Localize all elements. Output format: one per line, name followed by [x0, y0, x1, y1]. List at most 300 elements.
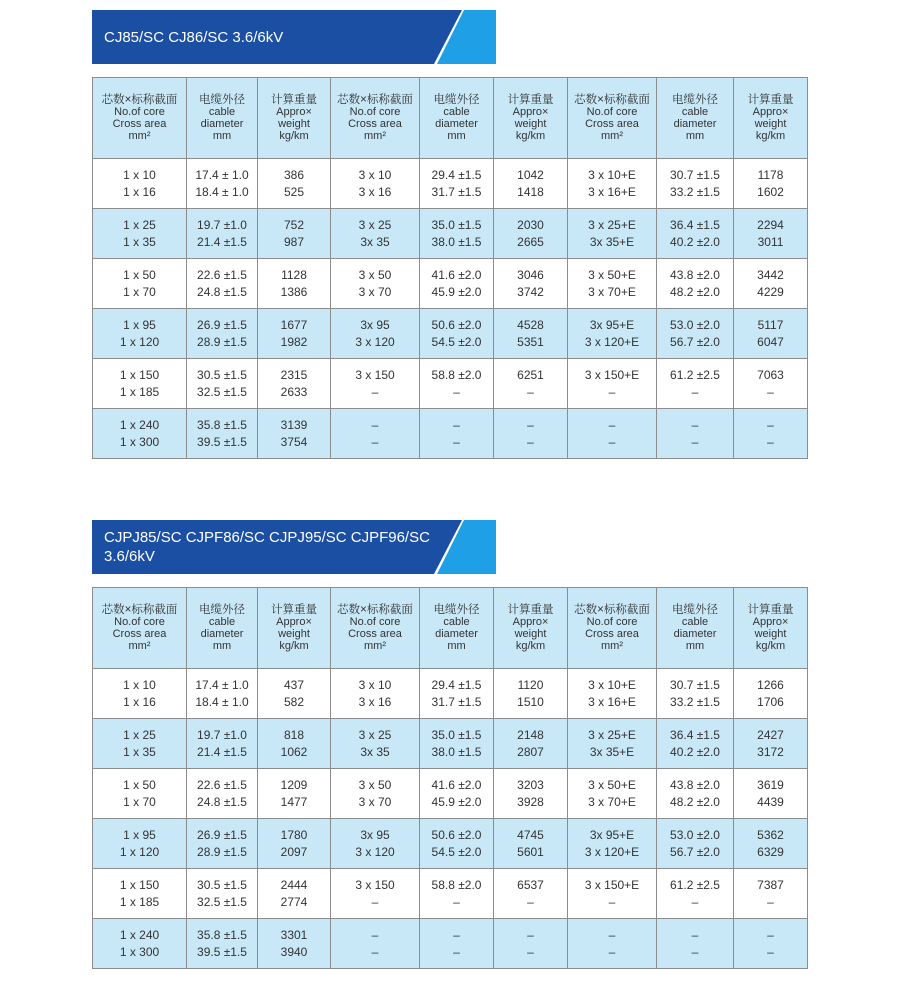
cell-value: 56.7 ±2.0: [670, 334, 720, 349]
header-en: diameter: [673, 628, 717, 640]
cell-value: 48.2 ±2.0: [670, 284, 720, 299]
cell-value: 3742: [517, 284, 544, 299]
header-en: Appro×: [512, 106, 549, 118]
header-en: cable: [208, 616, 236, 628]
cell-value: 5362: [757, 827, 784, 842]
cell-value: 1178: [757, 167, 784, 182]
cell-value: 1266: [757, 677, 784, 692]
table-cell: [258, 409, 331, 459]
header-cell: [420, 78, 494, 159]
header-en: Appro×: [276, 106, 312, 118]
cell-value: 1042: [517, 167, 544, 182]
table-cell: [568, 409, 657, 459]
section-cj85: [92, 10, 807, 459]
header-cn: 芯数×标称截面: [574, 604, 650, 616]
cell-value: 1 x 185: [119, 894, 160, 909]
header-cell: [187, 78, 258, 159]
table-cell: [568, 869, 657, 919]
cell-value: 7387: [757, 877, 784, 892]
header-cell: [420, 588, 494, 669]
header-cn: 电缆外径: [199, 94, 245, 106]
table-cell: [187, 159, 258, 209]
table-row: [93, 159, 808, 209]
header-en: diameter: [200, 118, 244, 130]
cell-value: 45.9 ±2.0: [431, 794, 482, 809]
header-en: Cross area: [348, 628, 402, 640]
header-en: cable: [208, 106, 236, 118]
cell-value: 2444: [280, 877, 308, 892]
cell-value: 3 x 50+E: [588, 777, 636, 792]
table-cell: [331, 359, 420, 409]
header-cn: 计算重量: [747, 94, 794, 106]
table-cell: [93, 719, 187, 769]
cell-value: 3 x 150: [355, 877, 395, 892]
cell-value: 3x 95: [360, 317, 390, 332]
table-cell: [734, 159, 808, 209]
table-cell: [258, 869, 331, 919]
cell-value: 45.9 ±2.0: [431, 284, 482, 299]
table-cell: [331, 819, 420, 869]
cell-value: 17.4 ± 1.0: [195, 167, 249, 182]
cell-value: 28.9 ±1.5: [197, 844, 247, 859]
cell-value: 3x 35: [360, 744, 390, 759]
cell-value: 56.7 ±2.0: [670, 844, 720, 859]
cell-value: –: [527, 927, 534, 942]
header-cell: [657, 588, 734, 669]
cell-value: 3754: [280, 434, 308, 449]
cell-value: –: [371, 434, 379, 449]
table-title: CJ85/SC CJ86/SC 3.6/6kV: [104, 28, 284, 46]
cell-value: –: [453, 894, 460, 909]
cell-value: 2807: [517, 744, 544, 759]
cell-value: 1 x 95: [123, 827, 156, 842]
cell-value: 3 x 120+E: [584, 844, 640, 859]
cell-value: –: [371, 944, 379, 959]
header-en: mm²: [601, 130, 623, 142]
cell-value: 3 x 16+E: [588, 184, 636, 199]
cell-value: 3x 35: [360, 234, 390, 249]
header-en: weight: [278, 118, 310, 130]
header-en: mm²: [128, 640, 151, 652]
header-en: cable: [681, 616, 709, 628]
table-cell: [331, 409, 420, 459]
cell-value: 2030: [517, 217, 544, 232]
cell-value: 2774: [280, 894, 308, 909]
table-cell: [494, 359, 568, 409]
cell-value: 1 x 150: [119, 367, 160, 382]
table-cell: [187, 819, 258, 869]
table-cell: [568, 309, 657, 359]
cell-value: –: [527, 894, 534, 909]
table-cell: [494, 669, 568, 719]
header-cell: [657, 78, 734, 159]
table-cell: [657, 209, 734, 259]
cell-value: 1982: [280, 334, 308, 349]
cell-value: 2148: [517, 727, 544, 742]
cell-value: 39.5 ±1.5: [197, 944, 247, 959]
table-cell: [734, 919, 808, 969]
cell-value: 3x 95+E: [589, 827, 635, 842]
header-cell: [187, 588, 258, 669]
cell-value: 3 x 50: [358, 777, 392, 792]
cell-value: 3 x 25+E: [588, 727, 636, 742]
table-cell: [568, 769, 657, 819]
table-row: [93, 669, 808, 719]
header-en: mm²: [601, 640, 623, 652]
cell-value: –: [453, 944, 460, 959]
cell-value: –: [527, 434, 534, 449]
table-cell: [187, 869, 258, 919]
table-row: [93, 769, 808, 819]
header-cell: [93, 588, 187, 669]
table-cell: [734, 259, 808, 309]
cell-value: –: [371, 927, 379, 942]
cell-value: 21.4 ±1.5: [197, 744, 247, 759]
table-cell: [258, 159, 331, 209]
cell-value: 1062: [280, 744, 308, 759]
cell-value: 1 x 16: [123, 694, 156, 709]
header-cell: [494, 78, 568, 159]
table-cell: [331, 919, 420, 969]
header-en: No.of core: [114, 616, 165, 628]
cell-value: 29.4 ±1.5: [431, 677, 482, 692]
cell-value: 6251: [517, 367, 544, 382]
cell-value: 987: [283, 234, 305, 249]
cell-value: 525: [283, 184, 305, 199]
cell-value: 3 x 70: [358, 794, 392, 809]
cell-value: –: [453, 384, 460, 399]
cell-value: 3 x 25: [358, 727, 392, 742]
header-en: kg/km: [279, 130, 309, 142]
table-cell: [331, 259, 420, 309]
header-cn: 电缆外径: [433, 604, 480, 616]
spec-table: [92, 587, 808, 969]
cell-value: 32.5 ±1.5: [197, 384, 247, 399]
table-cell: [331, 719, 420, 769]
table-cell: [657, 869, 734, 919]
header-cn: 芯数×标称截面: [101, 604, 178, 616]
table-cell: [93, 259, 187, 309]
header-en: cable: [443, 616, 470, 628]
table-cell: [93, 819, 187, 869]
cell-value: 1 x 300: [119, 434, 160, 449]
cell-value: 19.7 ±1.0: [197, 217, 247, 232]
cell-value: 28.9 ±1.5: [197, 334, 247, 349]
cell-value: –: [453, 927, 460, 942]
header-en: kg/km: [515, 130, 546, 142]
header-en: kg/km: [279, 640, 309, 652]
table-cell: [494, 719, 568, 769]
table-cell: [93, 669, 187, 719]
table-row: [93, 919, 808, 969]
cell-value: 18.4 ± 1.0: [195, 184, 249, 199]
cell-value: 1706: [757, 694, 784, 709]
header-cell: [331, 588, 420, 669]
cell-value: 437: [283, 677, 305, 692]
header-en: mm: [212, 130, 232, 142]
cell-value: –: [691, 894, 699, 909]
section-cjpj85: [92, 520, 807, 969]
cell-value: 31.7 ±1.5: [431, 694, 482, 709]
cell-value: 3x 95: [360, 827, 390, 842]
cell-value: –: [608, 894, 616, 909]
cell-value: –: [767, 434, 774, 449]
header-cell: [734, 588, 808, 669]
cell-value: 4528: [517, 317, 544, 332]
cell-value: 5117: [757, 317, 784, 332]
header-cn: 芯数×标称截面: [574, 94, 650, 106]
table-cell: [494, 159, 568, 209]
header-cn: 计算重量: [507, 604, 554, 616]
header-en: weight: [514, 628, 547, 640]
cell-value: 6047: [757, 334, 784, 349]
cell-value: 3 x 50: [358, 267, 392, 282]
table-cell: [420, 669, 494, 719]
cell-value: –: [767, 944, 774, 959]
table-header: [93, 78, 808, 159]
cell-value: 1418: [517, 184, 544, 199]
header-cn: 芯数×标称截面: [101, 94, 178, 106]
cell-value: 3 x 70: [358, 284, 392, 299]
header-en: Cross area: [348, 118, 402, 130]
header-en: Cross area: [585, 628, 639, 640]
cell-value: 1780: [280, 827, 308, 842]
cell-value: 50.6 ±2.0: [431, 827, 482, 842]
cell-value: 41.6 ±2.0: [431, 267, 482, 282]
header-en: weight: [754, 118, 787, 130]
header-en: Appro×: [752, 106, 789, 118]
cell-value: 26.9 ±1.5: [197, 827, 247, 842]
table-cell: [568, 209, 657, 259]
cell-value: 1 x 50: [123, 267, 156, 282]
cell-value: 26.9 ±1.5: [197, 317, 247, 332]
cell-value: –: [767, 417, 774, 432]
table-cell: [331, 309, 420, 359]
cell-value: 35.8 ±1.5: [197, 417, 247, 432]
table-cell: [494, 259, 568, 309]
cell-value: 582: [283, 694, 305, 709]
table-cell: [420, 919, 494, 969]
header-cell: [568, 78, 657, 159]
cell-value: 30.5 ±1.5: [197, 877, 247, 892]
cell-value: 22.6 ±1.5: [197, 267, 247, 282]
table-cell: [657, 309, 734, 359]
cell-value: 50.6 ±2.0: [431, 317, 482, 332]
cell-value: 30.5 ±1.5: [197, 367, 247, 382]
cell-value: –: [691, 384, 699, 399]
cell-value: 1 x 25: [123, 217, 156, 232]
cell-value: 1 x 10: [123, 677, 156, 692]
table-cell: [734, 719, 808, 769]
cell-value: 5601: [517, 844, 544, 859]
cell-value: –: [767, 927, 774, 942]
table-row: [93, 409, 808, 459]
cell-value: 53.0 ±2.0: [670, 317, 720, 332]
cell-value: 3x 35+E: [589, 744, 635, 759]
header-cn: 电缆外径: [672, 94, 718, 106]
header-cn: 计算重量: [747, 604, 794, 616]
table-cell: [331, 159, 420, 209]
cell-value: 35.8 ±1.5: [197, 927, 247, 942]
cell-value: 36.4 ±1.5: [670, 217, 720, 232]
cell-value: 1 x 95: [123, 317, 156, 332]
cell-value: 43.8 ±2.0: [670, 267, 720, 282]
header-cell: [494, 588, 568, 669]
cell-value: 19.7 ±1.0: [197, 727, 247, 742]
cell-value: 1120: [517, 677, 544, 692]
header-en: mm²: [128, 130, 151, 142]
cell-value: 58.8 ±2.0: [431, 367, 482, 382]
table-cell: [420, 869, 494, 919]
header-en: mm: [447, 640, 466, 652]
header-cn: 计算重量: [271, 94, 317, 106]
cell-value: –: [453, 434, 460, 449]
cell-value: 4745: [517, 827, 544, 842]
cell-value: 5351: [517, 334, 544, 349]
cell-value: 3x 95+E: [589, 317, 635, 332]
header-en: Appro×: [752, 616, 789, 628]
cell-value: 40.2 ±2.0: [670, 744, 720, 759]
table-cell: [657, 919, 734, 969]
cell-value: 1 x 50: [123, 777, 156, 792]
cell-value: 3 x 150+E: [584, 877, 640, 892]
cell-value: 61.2 ±2.5: [670, 877, 720, 892]
table-body: [93, 159, 808, 459]
table-cell: [331, 209, 420, 259]
cell-value: 3940: [280, 944, 308, 959]
cell-value: –: [453, 417, 460, 432]
table-cell: [258, 209, 331, 259]
cell-value: 3 x 10: [358, 677, 392, 692]
table-cell: [568, 919, 657, 969]
header-en: cable: [681, 106, 709, 118]
cell-value: 3 x 120+E: [584, 334, 640, 349]
cell-value: –: [371, 894, 379, 909]
cell-value: 17.4 ± 1.0: [195, 677, 249, 692]
cell-value: 2315: [280, 367, 308, 382]
cell-value: 4439: [757, 794, 784, 809]
table-cell: [734, 359, 808, 409]
table-cell: [93, 869, 187, 919]
cell-value: 61.2 ±2.5: [670, 367, 720, 382]
cell-value: 36.4 ±1.5: [670, 727, 720, 742]
header-en: mm²: [364, 130, 386, 142]
cell-value: 41.6 ±2.0: [431, 777, 482, 792]
cell-value: 2665: [517, 234, 544, 249]
table-cell: [734, 309, 808, 359]
cell-value: 7063: [757, 367, 784, 382]
cell-value: 1602: [757, 184, 784, 199]
cell-value: 3928: [517, 794, 544, 809]
cell-value: 2427: [757, 727, 784, 742]
table-cell: [187, 919, 258, 969]
cell-value: –: [371, 384, 379, 399]
cell-value: 3301: [280, 927, 308, 942]
cell-value: 35.0 ±1.5: [431, 727, 482, 742]
table-cell: [494, 209, 568, 259]
cell-value: 1677: [280, 317, 308, 332]
cell-value: 30.7 ±1.5: [670, 167, 720, 182]
cell-value: 1 x 150: [119, 877, 160, 892]
cell-value: 38.0 ±1.5: [431, 744, 482, 759]
cell-value: 1209: [280, 777, 308, 792]
cell-value: –: [608, 927, 616, 942]
table-cell: [258, 919, 331, 969]
table-row: [93, 819, 808, 869]
table-cell: [258, 359, 331, 409]
cell-value: 1 x 10: [123, 167, 156, 182]
cell-value: –: [767, 384, 774, 399]
cell-value: 386: [283, 167, 305, 182]
header-en: weight: [278, 628, 310, 640]
table-cell: [420, 359, 494, 409]
header-en: cable: [443, 106, 470, 118]
cell-value: 1128: [281, 267, 307, 282]
table-cell: [331, 669, 420, 719]
cell-value: –: [371, 417, 379, 432]
header-cell: [568, 588, 657, 669]
table-cell: [187, 309, 258, 359]
table-cell: [568, 359, 657, 409]
cell-value: 3172: [757, 744, 784, 759]
cell-value: 1386: [280, 284, 308, 299]
cell-value: 6537: [517, 877, 544, 892]
cell-value: 1 x 25: [123, 727, 156, 742]
table-cell: [187, 409, 258, 459]
cell-value: –: [527, 384, 534, 399]
header-en: No.of core: [586, 106, 638, 118]
cell-value: 3 x 16: [358, 184, 392, 199]
header-cn: 电缆外径: [199, 604, 245, 616]
table-cell: [494, 869, 568, 919]
table-cell: [657, 819, 734, 869]
table-cell: [494, 919, 568, 969]
table-cell: [258, 259, 331, 309]
table-cell: [93, 359, 187, 409]
cell-value: 2633: [280, 384, 308, 399]
header-cn: 电缆外径: [672, 604, 718, 616]
cell-value: 53.0 ±2.0: [670, 827, 720, 842]
table-row: [93, 309, 808, 359]
table-cell: [734, 209, 808, 259]
cell-value: –: [608, 384, 616, 399]
cell-value: 3 x 50+E: [588, 267, 636, 282]
header-cell: [331, 78, 420, 159]
table-cell: [734, 669, 808, 719]
table-cell: [187, 259, 258, 309]
cell-value: 818: [283, 727, 305, 742]
table-cell: [93, 409, 187, 459]
cell-value: –: [691, 434, 699, 449]
table-cell: [93, 769, 187, 819]
table-cell: [331, 869, 420, 919]
cell-value: 1 x 120: [119, 844, 160, 859]
header-en: Cross area: [585, 118, 639, 130]
cell-value: 39.5 ±1.5: [197, 434, 247, 449]
header-cell: [734, 78, 808, 159]
table-title: CJPJ85/SC CJPF86/SC CJPJ95/SC CJPF96/SC 3.6/6kV: [104, 529, 430, 565]
header-cn: 电缆外径: [433, 94, 480, 106]
header-en: No.of core: [114, 106, 165, 118]
table-cell: [420, 259, 494, 309]
table-cell: [657, 669, 734, 719]
header-en: No.of core: [349, 106, 401, 118]
cell-value: 3 x 70+E: [588, 284, 636, 299]
cell-value: 3 x 120: [355, 334, 395, 349]
cell-value: 3139: [280, 417, 308, 432]
cell-value: 1 x 70: [123, 794, 156, 809]
cell-value: 24.8 ±1.5: [197, 284, 247, 299]
